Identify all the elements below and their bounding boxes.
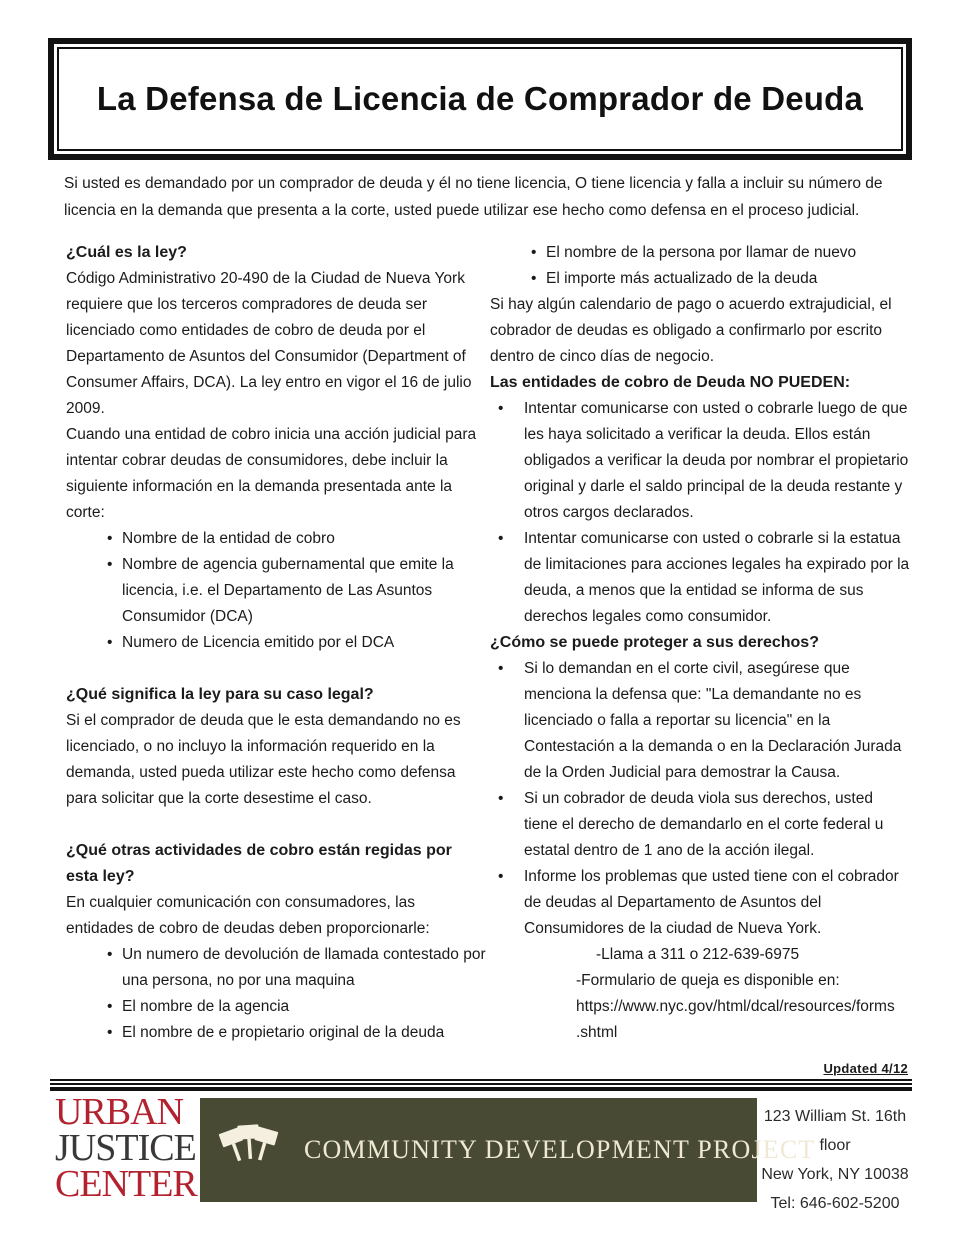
address-line: Tel: 646-602-5200	[770, 1195, 900, 1212]
paragraph-law-description: Código Administrativo 20-490 de la Ciudad de Nueva York requiere que los terceros compradores de deuda ser licenciado como entidades de cobro de deuda por el Departamento de Asuntos del Consumidor (Department of Consumer Affairs, DCA). La ley entro en vigor el 16 de julio 2009.	[66, 270, 472, 417]
list-item: • El nombre de e propietario original de la deuda	[107, 1020, 486, 1046]
list-item: • El nombre de la agencia	[107, 994, 486, 1020]
logo-line-center: CENTER	[55, 1163, 197, 1205]
program-bar	[200, 1098, 816, 1202]
list-item: • Intentar comunicarse con usted o cobrarle luego de que les haya solicitado a verificar la deuda. Ellos están obligados a verificar la deuda por nombrar el propietario original y darle el saldo principal de la deuda restante y otros cargos declarados.	[498, 396, 910, 526]
list-item: • Si un cobrador de deuda viola sus derechos, usted tiene el derecho de demandarlo en el corte federal u estatal dentro de 1 ano de la acción ilegal.	[498, 786, 910, 864]
body-columns	[66, 240, 910, 1046]
must-provide-list-continued	[490, 240, 910, 292]
required-info-list	[66, 526, 486, 656]
contact-form-line: -Formulario de queja es disponible en: https://www.nyc.gov/html/dcal/resources/forms.shtml	[576, 972, 895, 1041]
address-line: 123 William St. 16th	[763, 1108, 907, 1125]
protect-rights-list	[490, 656, 910, 942]
paragraph-communication-rules: En cualquier comunicación con consumadores, las entidades de cobro de deudas deben proporcionarle:	[66, 894, 430, 937]
left-column	[66, 240, 490, 1046]
heading-protect-rights: ¿Cómo se puede proteger a sus derechos?	[490, 634, 819, 651]
title-box	[48, 38, 912, 160]
page-title: La Defensa de Licencia de Comprador de Deuda	[96, 80, 864, 117]
updated-label: Updated 4/12	[823, 1061, 908, 1076]
heading-other-activities: ¿Qué otras actividades de cobro están regidas por esta ley?	[66, 842, 452, 885]
address-line: New York, NY 10038	[761, 1166, 909, 1183]
title-box-inner	[57, 47, 903, 151]
list-item: • Nombre de la entidad de cobro	[107, 526, 486, 552]
intro-paragraph: Si usted es demandado por un comprador de deuda y él no tiene licencia, O tiene licencia y falla a incluir su número de licencia en la demanda que presenta a la corte, usted puede utilizar ese hecho como defensa en el proceso judicial.	[64, 175, 883, 219]
address-block	[755, 1102, 915, 1218]
list-item: • Un numero de devolución de llamada contestado por una persona, no por una maquina	[107, 942, 486, 994]
urban-justice-center-logo	[55, 1091, 197, 1205]
address-line: floor	[819, 1137, 851, 1154]
contact-phone-line: -Llama a 311 o 212-639-6975	[596, 946, 800, 963]
list-item: • Nombre de agencia gubernamental que emite la licencia, i.e. el Departamento de Las Asuntos Consumidor (DCA)	[107, 552, 486, 630]
cannot-do-list	[490, 396, 910, 630]
list-item: • Intentar comunicarse con usted o cobrarle si la estatua de limitaciones para acciones legales ha expirado por la deuda, a menos que la entidad se informa de sus derechos legales como consumidor.	[498, 526, 910, 630]
heading-collectors-cannot: Las entidades de cobro de Deuda NO PUEDEN:	[490, 374, 851, 391]
paragraph-defense-explanation: Si el comprador de deuda que le esta demandando no es licenciado, o no incluyo la información requerido en la demanda, usted pueda utilizar este hecho como defensa para solicitar que la corte desestime el caso.	[66, 712, 461, 807]
list-item: • Si lo demandan en el corte civil, asegúrese que menciona la defensa que: "La demandante no es licenciado o falla a reportar su licencia" en la Contestación a la demanda o en la Declaración Jurada de la Orden Judicial para demostrar la Causa.	[498, 656, 910, 786]
divider-rule	[50, 1079, 912, 1091]
picket-signs-icon	[218, 1119, 280, 1181]
paragraph-payment-agreement: Si hay algún calendario de pago o acuerdo extrajudicial, el cobrador de deudas es obligado a confirmarlo por escrito dentro de cinco días de negocio.	[490, 296, 892, 365]
heading-what-is-the-law: ¿Cuál es la ley?	[66, 244, 187, 261]
heading-what-law-means: ¿Qué significa la ley para su caso legal?	[66, 686, 374, 703]
list-item: • El importe más actualizado de la deuda	[531, 266, 910, 292]
list-item: • Informe los problemas que usted tiene con el cobrador de deudas al Departamento de Asuntos del Consumidores de la ciudad de Nueva York.	[498, 864, 910, 942]
list-item: • Numero de Licencia emitido por el DCA	[107, 630, 486, 656]
right-column	[490, 240, 910, 1046]
logo-line-justice: JUSTICE	[55, 1127, 196, 1169]
must-provide-list	[66, 942, 486, 1046]
list-item: • El nombre de la persona por llamar de nuevo	[531, 240, 910, 266]
program-name: COMMUNITY DEVELOPMENT PROJECT	[304, 1135, 816, 1164]
logo-line-urban: URBAN	[55, 1091, 184, 1133]
paragraph-lawsuit-requirements: Cuando una entidad de cobro inicia una acción judicial para intentar cobrar deudas de consumidores, debe incluir la siguiente información en la demanda presentada ante la corte:	[66, 426, 477, 521]
